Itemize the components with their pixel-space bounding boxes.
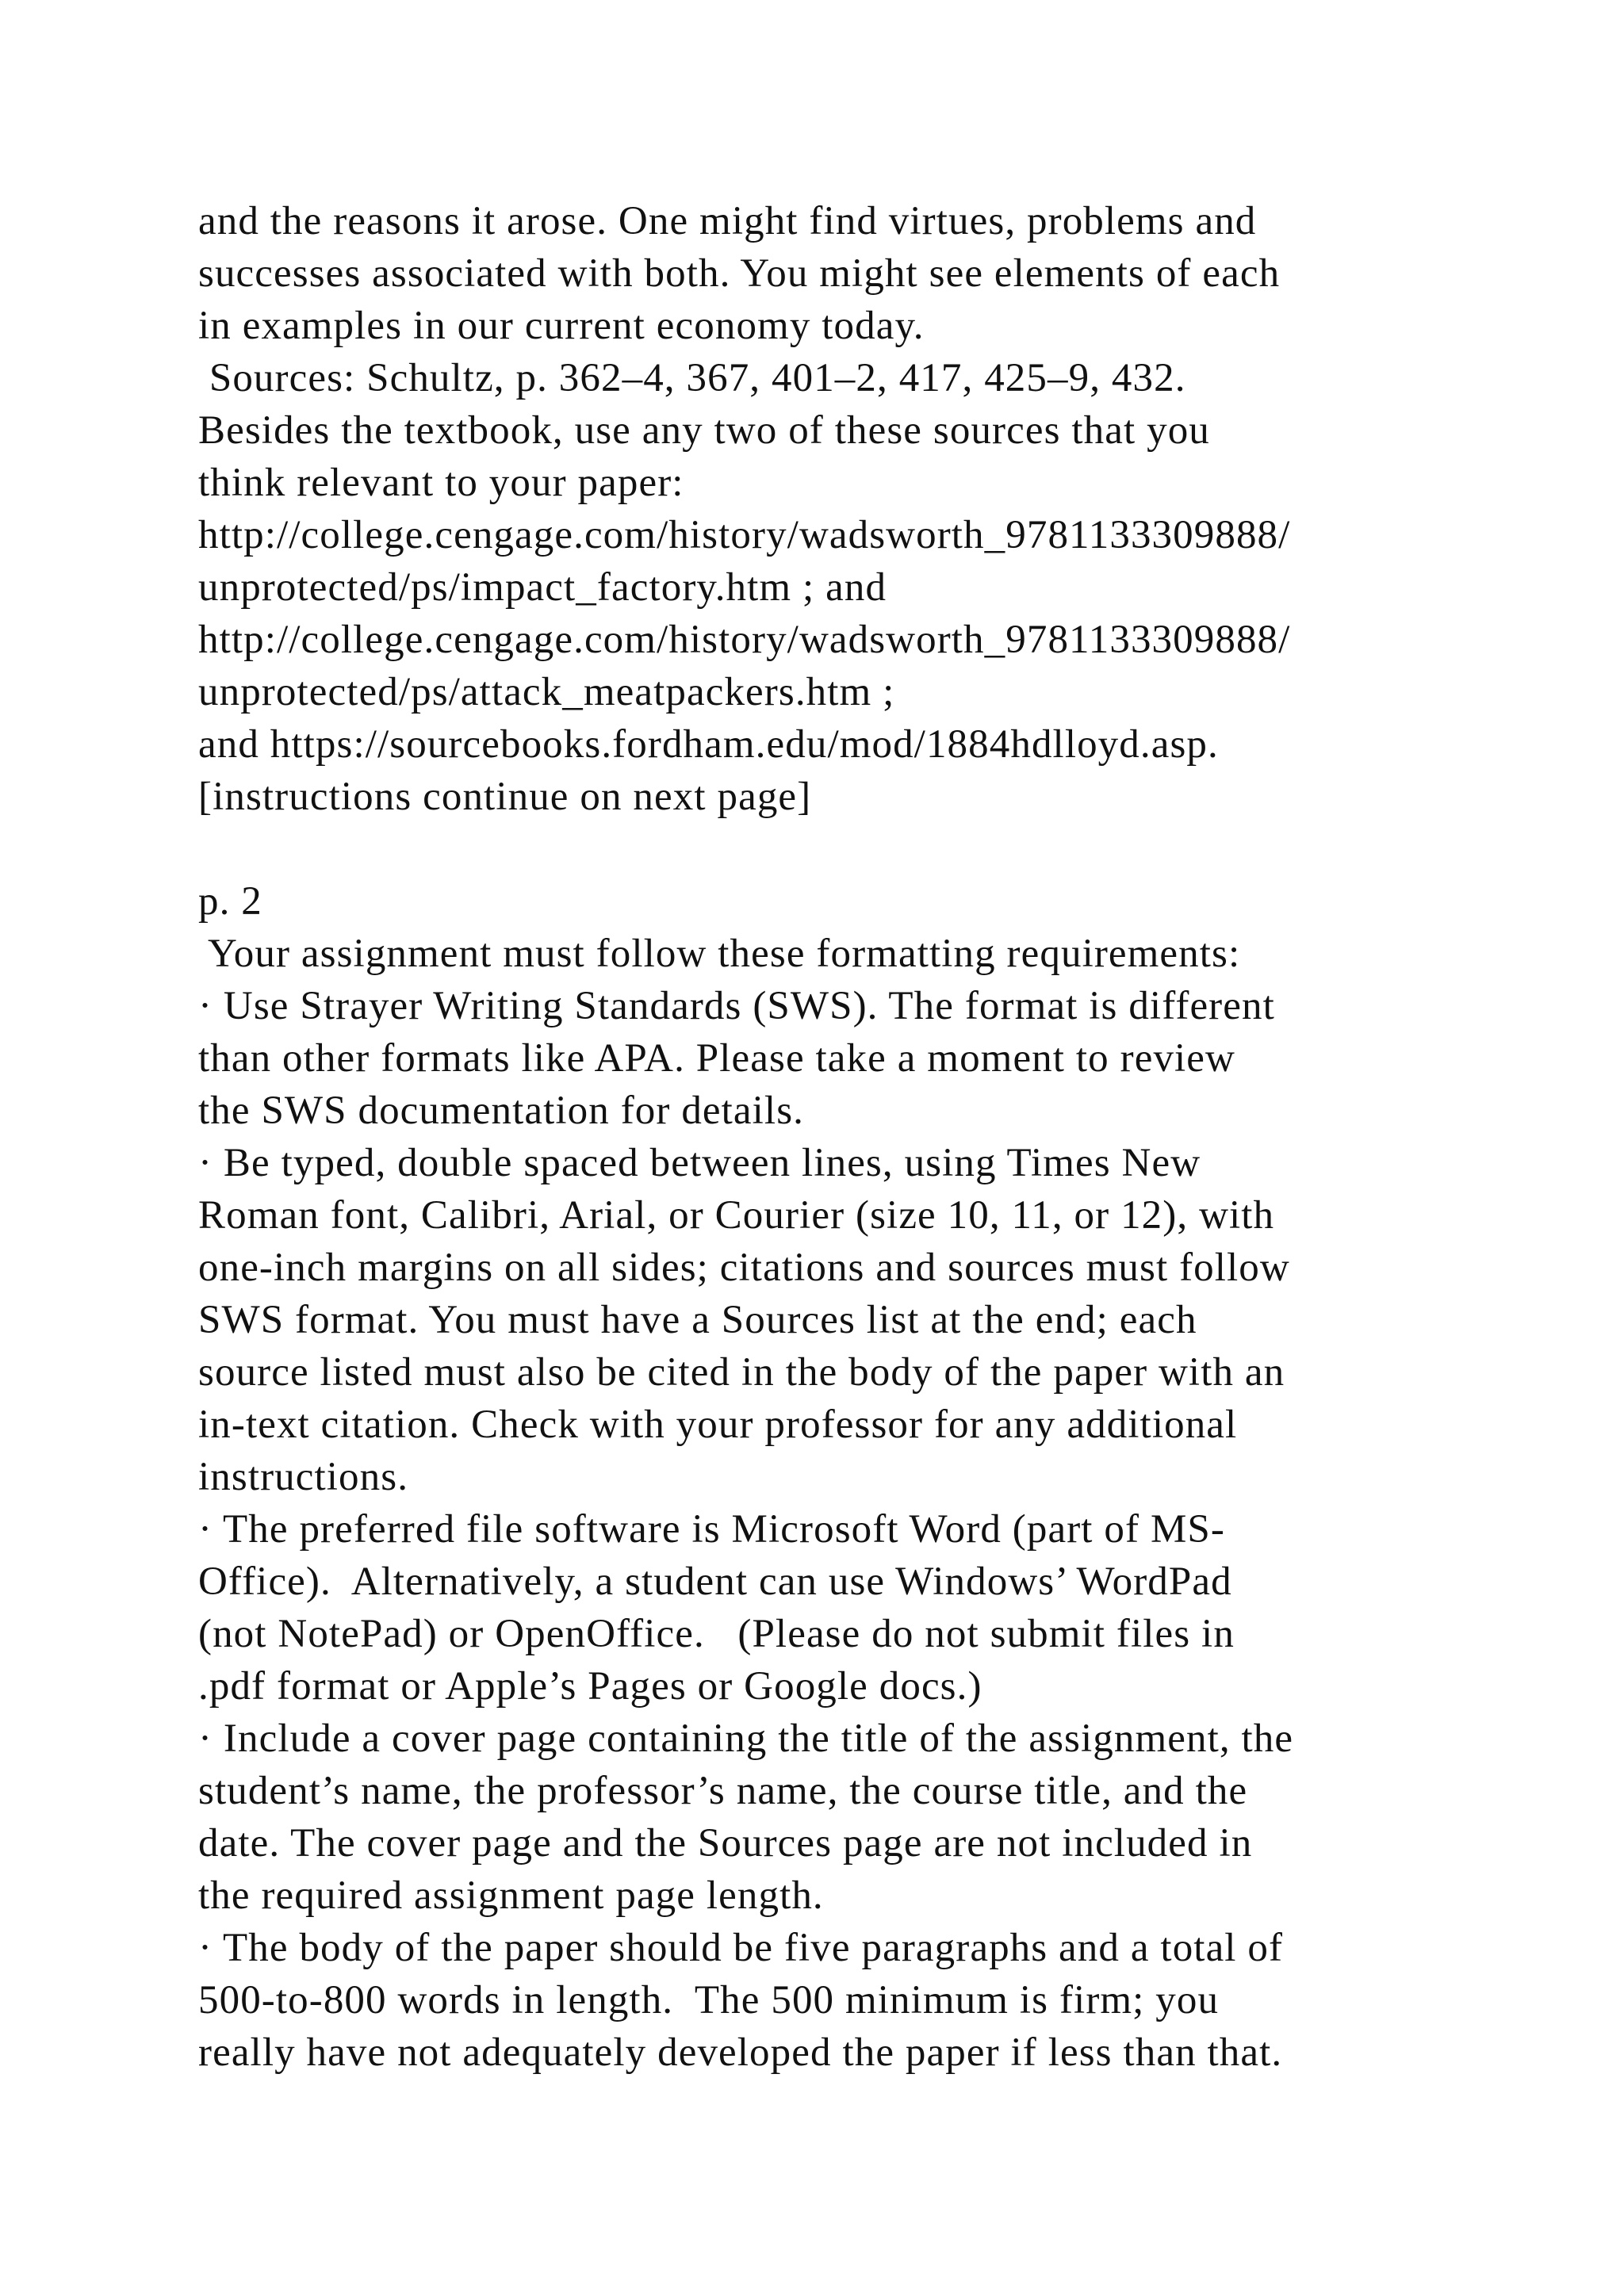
page-number-label: p. 2 [198, 879, 262, 924]
source-url-line: unprotected/ps/impact_factory.htm ; and [198, 565, 887, 610]
text-line: .pdf format or Apple’s Pages or Google docs.) [198, 1664, 982, 1709]
text-line: 500-to-800 words in length. The 500 minimum is firm; you [198, 1978, 1220, 2022]
text-line: Roman font, Calibri, Arial, or Courier (size 10, 11, or 12), with [198, 1193, 1275, 1238]
text-line: the required assignment page length. [198, 1873, 824, 1918]
bullet-line: · The preferred file software is Microsoft Word (part of MS- [198, 1507, 1225, 1552]
text-line: instructions. [198, 1455, 409, 1499]
bullet-line: · The body of the paper should be five paragraphs and a total of [198, 1926, 1284, 1970]
bullet-line: · Include a cover page containing the title of the assignment, the [198, 1716, 1294, 1761]
continue-note: [instructions continue on next page] [198, 775, 812, 819]
text-line: really have not adequately developed the paper if less than that. [198, 2030, 1283, 2075]
source-url-line: unprotected/ps/attack_meatpackers.htm ; [198, 670, 895, 714]
source-url-line: and https://sourcebooks.fordham.edu/mod/1884hdlloyd.asp. [198, 722, 1219, 767]
text-line: Besides the textbook, use any two of these sources that you [198, 408, 1210, 453]
blank-line [198, 823, 1499, 875]
text-line: date. The cover page and the Sources page are not included in [198, 1821, 1253, 1866]
text-line: in-text citation. Check with your professor for any additional [198, 1402, 1238, 1447]
text-line: student’s name, the professor’s name, the course title, and the [198, 1769, 1248, 1813]
bullet-line: · Use Strayer Writing Standards (SWS). The format is different [198, 984, 1275, 1028]
text-line: think relevant to your paper: [198, 461, 684, 505]
text-line: (not NotePad) or OpenOffice. (Please do not submit files in [198, 1612, 1235, 1656]
text-line: one-inch margins on all sides; citations and sources must follow [198, 1246, 1290, 1290]
text-line: than other formats like APA. Please take a moment to review [198, 1036, 1235, 1081]
source-url-line: http://college.cengage.com/history/wadsworth_9781133309888/ [198, 618, 1291, 662]
text-line: and the reasons it arose. One might find virtues, problems and [198, 199, 1257, 243]
section-heading: Your assignment must follow these formatting requirements: [198, 932, 1241, 976]
text-line: Office). Alternatively, a student can use Windows’ WordPad [198, 1559, 1232, 1604]
document-text [198, 195, 1499, 2079]
sources-line: Sources: Schultz, p. 362–4, 367, 401–2, 417, 425–9, 432. [198, 356, 1186, 400]
source-url-line: http://college.cengage.com/history/wadsworth_9781133309888/ [198, 513, 1291, 557]
text-line: the SWS documentation for details. [198, 1089, 805, 1133]
text-line: in examples in our current economy today. [198, 304, 925, 348]
text-line: source listed must also be cited in the body of the paper with an [198, 1350, 1285, 1395]
bullet-line: · Be typed, double spaced between lines, using Times New [198, 1141, 1201, 1185]
text-line: successes associated with both. You might see elements of each [198, 251, 1281, 296]
text-line: SWS format. You must have a Sources list at the end; each [198, 1298, 1197, 1342]
